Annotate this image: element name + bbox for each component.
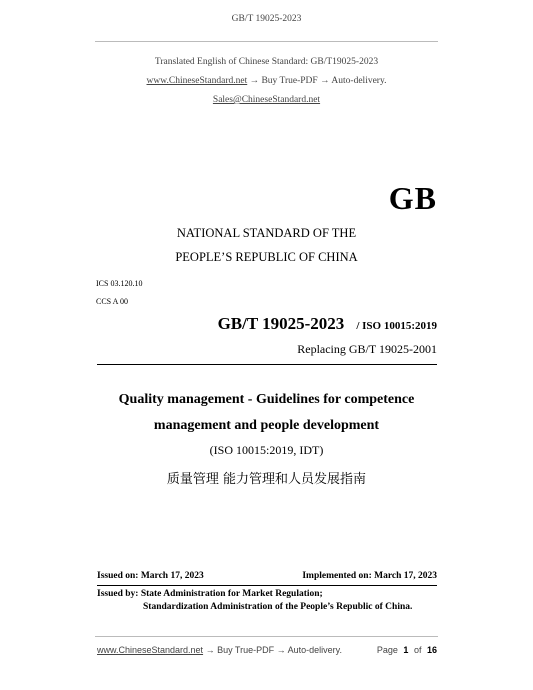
footer-divider xyxy=(95,636,438,637)
banner-email-link[interactable]: Sales@ChineseStandard.net xyxy=(212,95,321,105)
implemented-on: Implemented on: March 17, 2023 xyxy=(302,571,437,581)
issued-on: Issued on: March 17, 2023 xyxy=(97,571,204,581)
footer-buy-line xyxy=(97,645,342,655)
page-total: 16 xyxy=(426,645,437,655)
header-divider xyxy=(95,41,438,42)
page-label: Page xyxy=(376,645,398,655)
ccs-code: CCS A 00 xyxy=(96,297,129,306)
banner-email-line xyxy=(0,95,533,105)
page-indicator xyxy=(377,645,437,655)
footer-site-link[interactable]: www.ChineseStandard.net xyxy=(97,645,204,655)
page-of: of xyxy=(413,645,422,655)
banner-buy-text: → Buy True-PDF → Auto-delivery. xyxy=(249,76,387,86)
national-standard-line2: PEOPLE’S REPUBLIC OF CHINA xyxy=(175,250,358,264)
banner-site-link[interactable]: www.ChineseStandard.net xyxy=(146,76,248,86)
running-header: GB/T 19025-2023 xyxy=(231,14,302,24)
title-line2: management and people development xyxy=(153,418,380,433)
issued-by-line2: Standardization Administration of the People’s Republic of China. xyxy=(143,602,413,612)
chinese-title: 质量管理 能力管理和人员发展指南 xyxy=(166,472,367,487)
banner-buy-line xyxy=(0,76,533,86)
replacing-note: Replacing GB/T 19025-2001 xyxy=(297,342,437,356)
page-current: 1 xyxy=(403,645,409,655)
standard-number: GB/T 19025-2023 xyxy=(217,314,345,333)
footer-buy-text: → Buy True-PDF → Auto-delivery. xyxy=(205,645,342,655)
iso-reference: (ISO 10015:2019, IDT) xyxy=(209,443,324,457)
iso-number: / ISO 10015:2019 xyxy=(356,320,437,332)
ics-code: ICS 03.120.10 xyxy=(96,279,143,288)
banner-translation-note: Translated English of Chinese Standard: GB/T19025-2023 xyxy=(154,57,379,67)
issue-divider xyxy=(97,585,437,586)
issued-by-line1: Issued by: State Administration for Market Regulation; xyxy=(97,589,323,599)
title-line1: Quality management - Guidelines for competence xyxy=(118,392,415,407)
national-standard-line1: NATIONAL STANDARD OF THE xyxy=(176,226,357,240)
standard-number-row xyxy=(218,314,437,334)
title-divider xyxy=(97,364,437,365)
gb-mark: GB xyxy=(388,180,437,216)
